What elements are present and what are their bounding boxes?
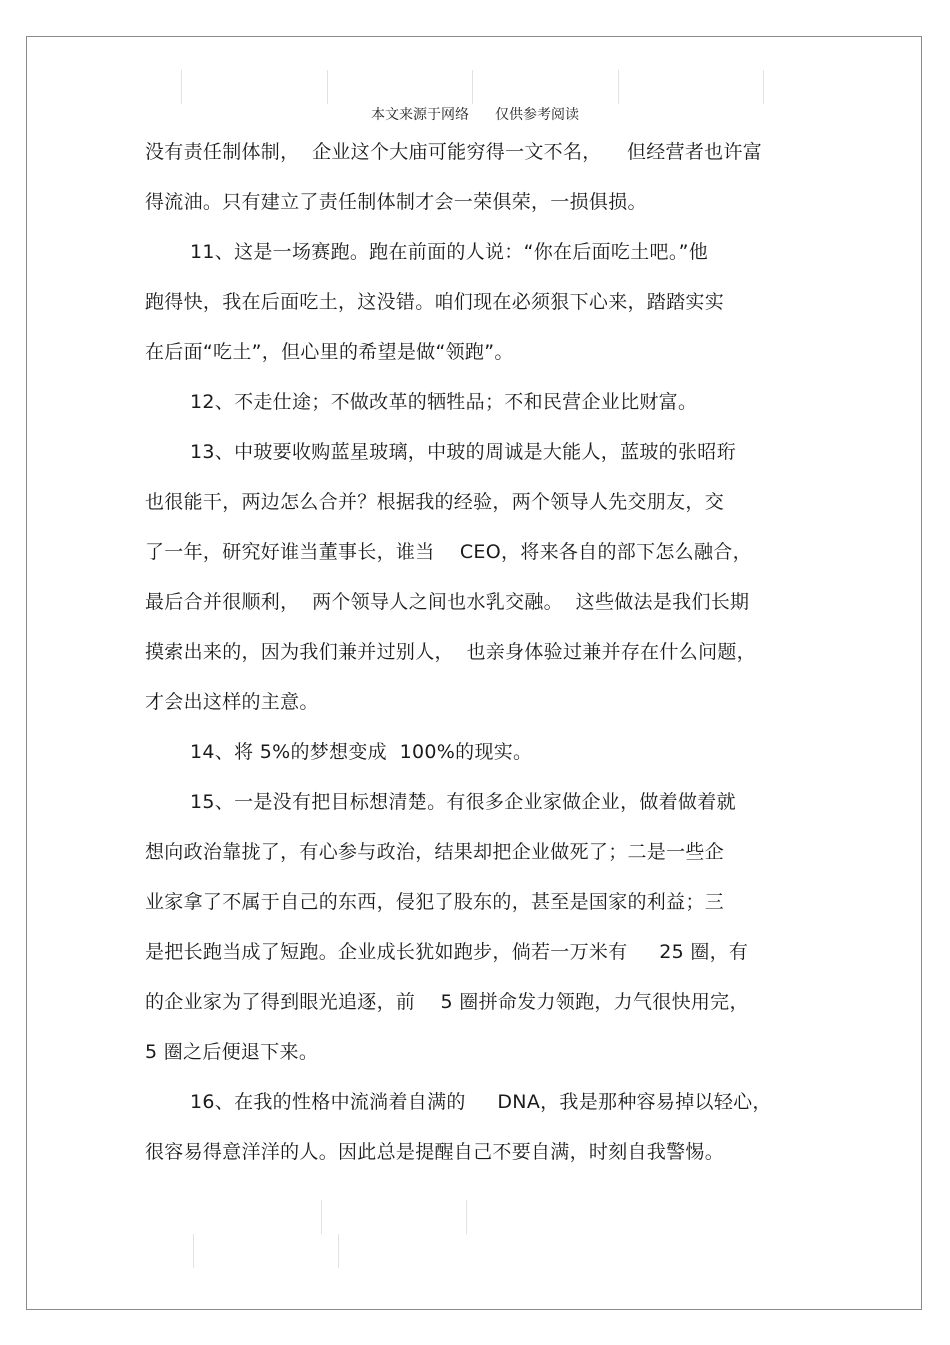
- text-line: 13、中玻要收购蓝星玻璃，中玻的周诚是大能人，蓝玻的张昭珩: [190, 441, 736, 463]
- text-line: 摸索出来的，因为我们兼并过别人， 也亲身体验过兼并存在什么问题，: [145, 641, 756, 663]
- text-line: 12、不走仕途；不做改革的牺牲品；不和民营企业比财富。: [190, 391, 698, 413]
- text-line: 没有责任制体制， 企业这个大庙可能穷得一文不名， 但经营者也许富: [145, 141, 763, 163]
- text-line: 业家拿了不属于自己的东西，侵犯了股东的，甚至是国家的利益；三: [145, 891, 725, 913]
- text-line: 最后合并很顺利， 两个领导人之间也水乳交融。 这些做法是我们长期: [145, 591, 750, 613]
- scan-mark: [327, 70, 328, 104]
- text-line: 的企业家为了得到眼光追逐，前 5 圈拼命发力领跑，力气很快用完，: [145, 991, 749, 1013]
- scan-mark: [181, 70, 182, 104]
- scan-mark: [193, 1234, 194, 1268]
- text-line: 5 圈之后便退下来。: [145, 1041, 319, 1063]
- scan-mark: [338, 1234, 339, 1268]
- text-line: 想向政治靠拢了，有心参与政治，结果却把企业做死了；二是一些企: [145, 841, 725, 863]
- page-header: [0, 104, 950, 124]
- text-line: 11、这是一场赛跑。跑在前面的人说：“你在后面吃土吧。”他: [190, 241, 709, 263]
- scan-mark: [618, 70, 619, 104]
- text-line: 得流油。只有建立了责任制体制才会一荣俱荣，一损俱损。: [145, 191, 647, 213]
- text-line: 跑得快，我在后面吃土，这没错。咱们现在必须狠下心来，踏踏实实: [145, 291, 725, 313]
- scan-mark: [321, 1200, 322, 1234]
- text-line: 15、一是没有把目标想清楚。有很多企业家做企业，做着做着就: [190, 791, 736, 813]
- text-line: 很容易得意洋洋的人。因此总是提醒自己不要自满，时刻自我警惕。: [145, 1141, 725, 1163]
- scan-mark: [472, 70, 473, 104]
- text-line: 14、将 5%的梦想变成 100%的现实。: [190, 741, 533, 763]
- header-source-note: 本文来源于网络: [371, 107, 469, 123]
- header-reference-note: 仅供参考阅读: [495, 107, 579, 123]
- scan-mark: [466, 1200, 467, 1234]
- text-line: 16、在我的性格中流淌着自满的 DNA，我是那种容易掉以轻心，: [190, 1091, 772, 1113]
- text-line: 也很能干，两边怎么合并？根据我的经验，两个领导人先交朋友，交: [145, 491, 725, 513]
- text-line: 在后面“吃土”，但心里的希望是做“领跑”。: [145, 341, 514, 363]
- scan-mark: [763, 70, 764, 104]
- text-line: 才会出这样的主意。: [145, 691, 319, 713]
- page-border: [26, 36, 922, 1310]
- text-line: 是把长跑当成了短跑。企业成长犹如跑步，倘若一万米有 25 圈，有: [145, 941, 749, 963]
- text-line: 了一年，研究好谁当董事长，谁当 CEO，将来各自的部下怎么融合，: [145, 541, 752, 563]
